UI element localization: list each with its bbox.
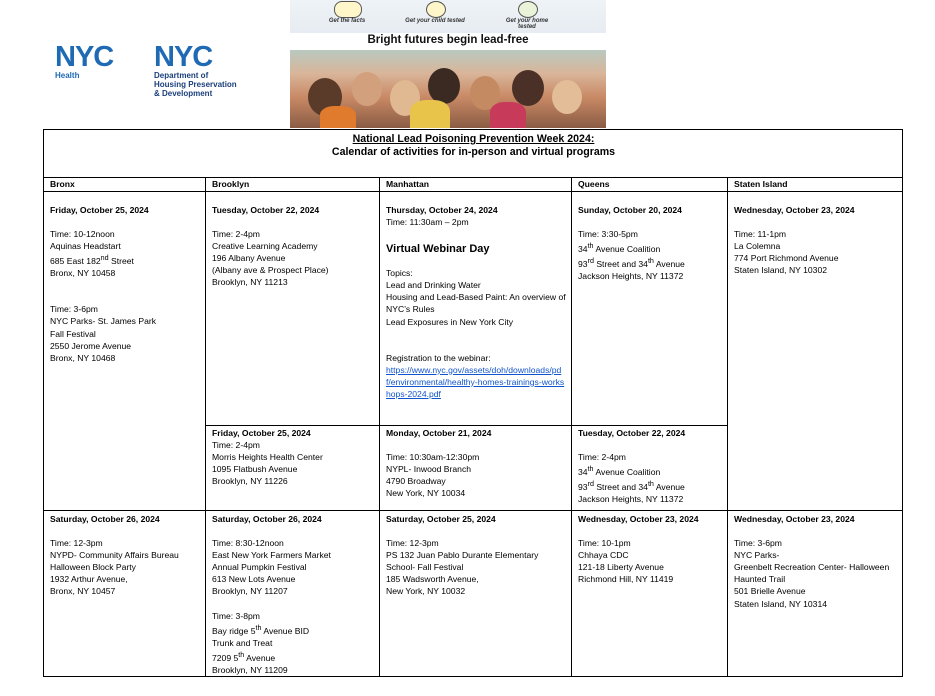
activities-calendar-table bbox=[43, 129, 903, 677]
registration-link[interactable]: https://www.nyc.gov/assets/doh/downloads/pdf/environmental/healthy-homes-trainings-workshops-2024.pdf bbox=[386, 364, 565, 399]
event-time: Time: 12-3pm bbox=[386, 538, 439, 549]
event-cell-manhattan-1 bbox=[380, 192, 572, 426]
banner-label-child: Get your child tested bbox=[405, 18, 465, 24]
banner-label-facts: Get the facts bbox=[328, 18, 366, 24]
event-date: Tuesday, October 22, 2024 bbox=[212, 205, 320, 215]
event-date: Thursday, October 24, 2024 bbox=[386, 205, 498, 215]
home-icon bbox=[518, 1, 538, 18]
event-cell-staten-island-2 bbox=[728, 511, 903, 677]
event-time: Time: 2-4pm bbox=[578, 452, 626, 463]
nyc-hpd-logo: NYC Department of Housing Preservation & Development bbox=[154, 41, 237, 98]
event-time: Time: 3-6pm bbox=[50, 304, 98, 315]
event-city: Staten Island, NY 10302 bbox=[734, 265, 828, 276]
event-address: 613 New Lots Avenue bbox=[212, 574, 296, 585]
title-line-2: Calendar of activities for in-person and virtual programs bbox=[331, 146, 616, 158]
event-cell-queens-1 bbox=[572, 192, 728, 426]
event-time: Time: 11-1pm bbox=[734, 229, 787, 240]
event-venue: 34th Avenue Coalition bbox=[578, 465, 661, 478]
event-address: 1095 Flatbush Avenue bbox=[212, 464, 298, 475]
title-line-1: National Lead Poisoning Prevention Week 2024: bbox=[352, 133, 595, 145]
event-address: 93rd Street and 34th Avenue bbox=[578, 257, 685, 269]
column-header-brooklyn: Brooklyn bbox=[206, 178, 380, 192]
event-city: Bronx, NY 10458 bbox=[50, 268, 116, 279]
event-title: Fall Festival bbox=[50, 328, 96, 339]
topic-item: Lead and Drinking Water bbox=[386, 280, 481, 291]
event-address: 185 Wadsworth Avenue, bbox=[386, 574, 479, 585]
column-header-queens: Queens bbox=[572, 178, 728, 192]
event-date: Friday, October 25, 2024 bbox=[212, 428, 311, 438]
event-date: Wednesday, October 23, 2024 bbox=[578, 514, 699, 524]
event-venue: Aquinas Headstart bbox=[50, 241, 121, 252]
event-cell-bronx-2 bbox=[44, 511, 206, 677]
event-address: 121-18 Liberty Avenue bbox=[578, 562, 664, 573]
event-time: Time: 10:30am-12:30pm bbox=[386, 452, 480, 463]
event-venue: Creative Learning Academy bbox=[212, 241, 318, 252]
event-cell-manhattan-2 bbox=[380, 426, 572, 511]
event-city: Bronx, NY 10457 bbox=[50, 586, 116, 597]
event-address: 685 East 182nd Street bbox=[50, 254, 134, 267]
event-venue: La Colemna bbox=[734, 241, 781, 252]
banner-label-home: Get your home tested bbox=[505, 18, 549, 30]
event-date: Friday, October 25, 2024 bbox=[50, 205, 149, 215]
event-cell-brooklyn-1 bbox=[206, 192, 380, 426]
topic-item: Housing and Lead-Based Paint: An overview of NYC’s Rules bbox=[386, 292, 566, 315]
laptop-icon bbox=[334, 1, 362, 18]
event-venue: 34th Avenue Coalition bbox=[578, 242, 661, 255]
nyc-health-logo: NYC Health bbox=[55, 41, 114, 80]
lead-free-banner bbox=[290, 0, 606, 128]
event-date: Tuesday, October 22, 2024 bbox=[578, 428, 686, 438]
event-venue: Bay ridge 5th Avenue BID bbox=[212, 623, 310, 636]
event-title: Trunk and Treat bbox=[212, 637, 273, 648]
event-city: Bronx, NY 10468 bbox=[50, 352, 116, 363]
event-date: Saturday, October 26, 2024 bbox=[212, 514, 322, 524]
event-time: Time: 2-4pm bbox=[212, 229, 260, 240]
event-city: Jackson Heights, NY 11372 bbox=[578, 271, 684, 282]
event-time: Time: 2-4pm bbox=[212, 440, 260, 451]
banner-icons-strip bbox=[290, 0, 606, 33]
event-city: Brooklyn, NY 11209 bbox=[212, 664, 288, 675]
event-title: Greenbelt Recreation Center- Halloween Haunted Trail bbox=[734, 562, 890, 585]
event-time: Time: 8:30-12noon bbox=[212, 538, 284, 549]
event-city: Jackson Heights, NY 11372 bbox=[578, 494, 684, 505]
event-date: Saturday, October 26, 2024 bbox=[50, 514, 160, 524]
header-row bbox=[44, 178, 903, 192]
event-venue: Chhaya CDC bbox=[578, 550, 629, 561]
event-date: Wednesday, October 23, 2024 bbox=[734, 205, 855, 215]
column-header-staten-island: Staten Island bbox=[728, 178, 903, 192]
event-city: Brooklyn, NY 11207 bbox=[212, 586, 288, 597]
event-date: Wednesday, October 23, 2024 bbox=[734, 514, 855, 524]
event-address: 93rd Street and 34th Avenue bbox=[578, 480, 685, 492]
event-cell-bronx-1 bbox=[44, 192, 206, 511]
event-cell-queens-2 bbox=[572, 426, 728, 511]
event-address: 7209 5th Avenue bbox=[212, 650, 276, 663]
event-address: 1932 Arthur Avenue, bbox=[50, 574, 128, 585]
event-venue: NYPD- Community Affairs Bureau bbox=[50, 550, 179, 561]
event-time: Time: 3-8pm bbox=[212, 610, 260, 621]
webinar-heading: Virtual Webinar Day bbox=[386, 243, 490, 256]
event-venue: PS 132 Juan Pablo Durante Elementary School- Fall Festival bbox=[386, 550, 539, 573]
event-address: 2550 Jerome Avenue bbox=[50, 340, 132, 351]
event-venue: NYC Parks- St. James Park bbox=[50, 316, 157, 327]
event-address: 4790 Broadway bbox=[386, 476, 446, 487]
event-cell-staten-island-1 bbox=[728, 192, 903, 511]
event-venue: NYPL- Inwood Branch bbox=[386, 464, 472, 475]
event-time: Time: 12-3pm bbox=[50, 538, 103, 549]
event-cell-manhattan-3 bbox=[380, 511, 572, 677]
children-photo bbox=[290, 50, 606, 128]
event-date: Monday, October 21, 2024 bbox=[386, 428, 492, 438]
event-city: Brooklyn, NY 11226 bbox=[212, 476, 288, 487]
event-cell-queens-3 bbox=[572, 511, 728, 677]
event-address: 774 Port Richmond Avenue bbox=[734, 253, 839, 264]
event-time: Time: 10-1pm bbox=[578, 538, 631, 549]
event-time: Time: 11:30am – 2pm bbox=[386, 217, 469, 228]
column-header-manhattan: Manhattan bbox=[380, 178, 572, 192]
event-date: Saturday, October 25, 2024 bbox=[386, 514, 496, 524]
family-icon bbox=[426, 1, 446, 18]
event-title: Halloween Block Party bbox=[50, 562, 136, 573]
event-venue: East New York Farmers Market bbox=[212, 550, 331, 561]
event-venue: Morris Heights Health Center bbox=[212, 452, 323, 463]
event-cell-brooklyn-3 bbox=[206, 511, 380, 677]
event-cell-brooklyn-2 bbox=[206, 426, 380, 511]
event-time: Time: 10-12noon bbox=[50, 229, 115, 240]
event-city: Richmond Hill, NY 11419 bbox=[578, 574, 674, 585]
banner-tagline: Bright futures begin lead-free bbox=[367, 34, 529, 46]
event-city: New York, NY 10032 bbox=[386, 586, 466, 597]
event-cross-streets: (Albany ave & Prospect Place) bbox=[212, 265, 329, 276]
event-city: New York, NY 10034 bbox=[386, 488, 466, 499]
event-title: Annual Pumpkin Festival bbox=[212, 562, 307, 573]
event-venue: NYC Parks- bbox=[734, 550, 780, 561]
topic-item: Lead Exposures in New York City bbox=[386, 316, 514, 327]
topics-label: Topics: bbox=[386, 268, 413, 279]
calendar-title bbox=[44, 130, 903, 178]
event-time: Time: 3:30-5pm bbox=[578, 229, 638, 240]
registration-label: Registration to the webinar: bbox=[386, 352, 491, 363]
event-time: Time: 3-6pm bbox=[734, 538, 782, 549]
column-header-bronx: Bronx bbox=[44, 178, 206, 192]
event-city: Staten Island, NY 10314 bbox=[734, 598, 828, 609]
event-date: Sunday, October 20, 2024 bbox=[578, 205, 682, 215]
event-address: 501 Brielle Avenue bbox=[734, 586, 806, 597]
event-address: 196 Albany Avenue bbox=[212, 253, 286, 264]
event-city: Brooklyn, NY 11213 bbox=[212, 277, 288, 288]
